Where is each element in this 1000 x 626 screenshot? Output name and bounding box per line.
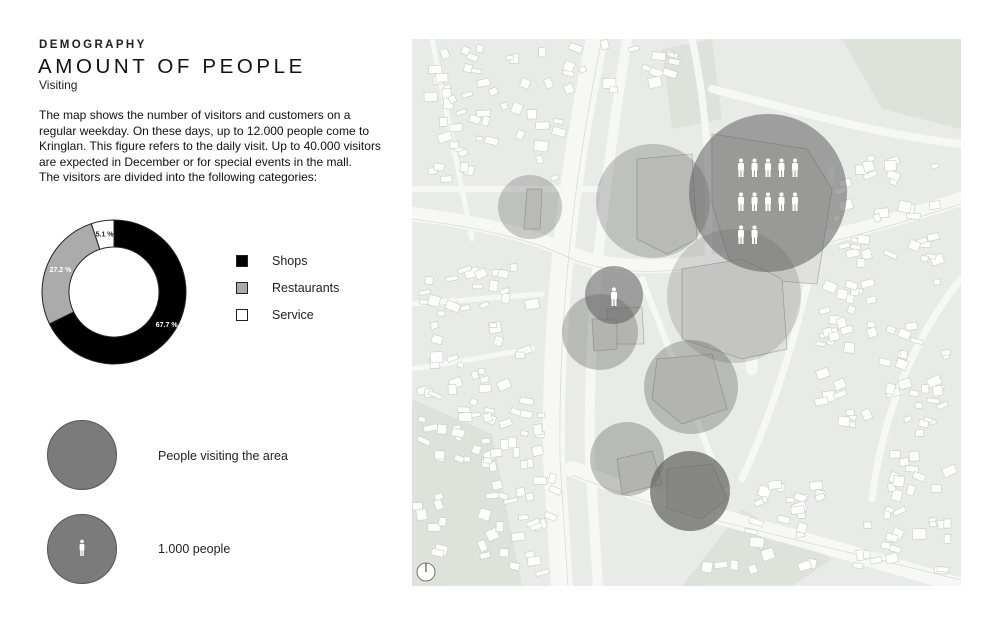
site-map	[412, 39, 961, 586]
visitor-area-circle	[650, 451, 730, 531]
key-area-circle	[47, 420, 117, 490]
visitor-area-circle	[498, 175, 562, 239]
legend-label-restaurants: Restaurants	[272, 281, 340, 295]
categories-intro: The visitors are divided into the following categories:	[39, 170, 318, 185]
visitor-area-circle	[562, 294, 638, 370]
donut-label-restaurants: 27.2 %	[49, 267, 72, 275]
legend-label-service: Service	[272, 308, 314, 322]
visitor-area-circle	[644, 340, 738, 434]
site-map-graphic	[412, 39, 961, 586]
north-arrow-icon	[417, 563, 435, 581]
legend-label-shops: Shops	[272, 254, 308, 268]
donut-label-service: 5.1 %	[95, 231, 114, 239]
person-icon	[47, 514, 117, 584]
key-unit-label: 1.000 people	[158, 542, 231, 556]
donut-label-shops: 67.7 %	[155, 322, 178, 330]
description	[39, 108, 384, 186]
legend-swatch-restaurants	[236, 282, 248, 294]
donut-chart	[36, 214, 192, 370]
page-title: AMOUNT OF PEOPLE	[38, 55, 306, 78]
key-unit-circle	[47, 514, 117, 584]
section-kicker: DEMOGRAPHY	[39, 39, 147, 51]
legend-swatch-shops	[236, 255, 248, 267]
description-paragraph: The map shows the number of visitors and customers on a regular weekday. On these days, up to 12.000 people come to Kringlan. This figure refers to the daily visit. Up to 40.000 visitors are expected in December or for special events in the mall.	[39, 108, 381, 169]
legend-swatch-service	[236, 309, 248, 321]
page-subtitle: Visiting	[39, 78, 78, 92]
key-area-label: People visiting the area	[158, 449, 288, 463]
